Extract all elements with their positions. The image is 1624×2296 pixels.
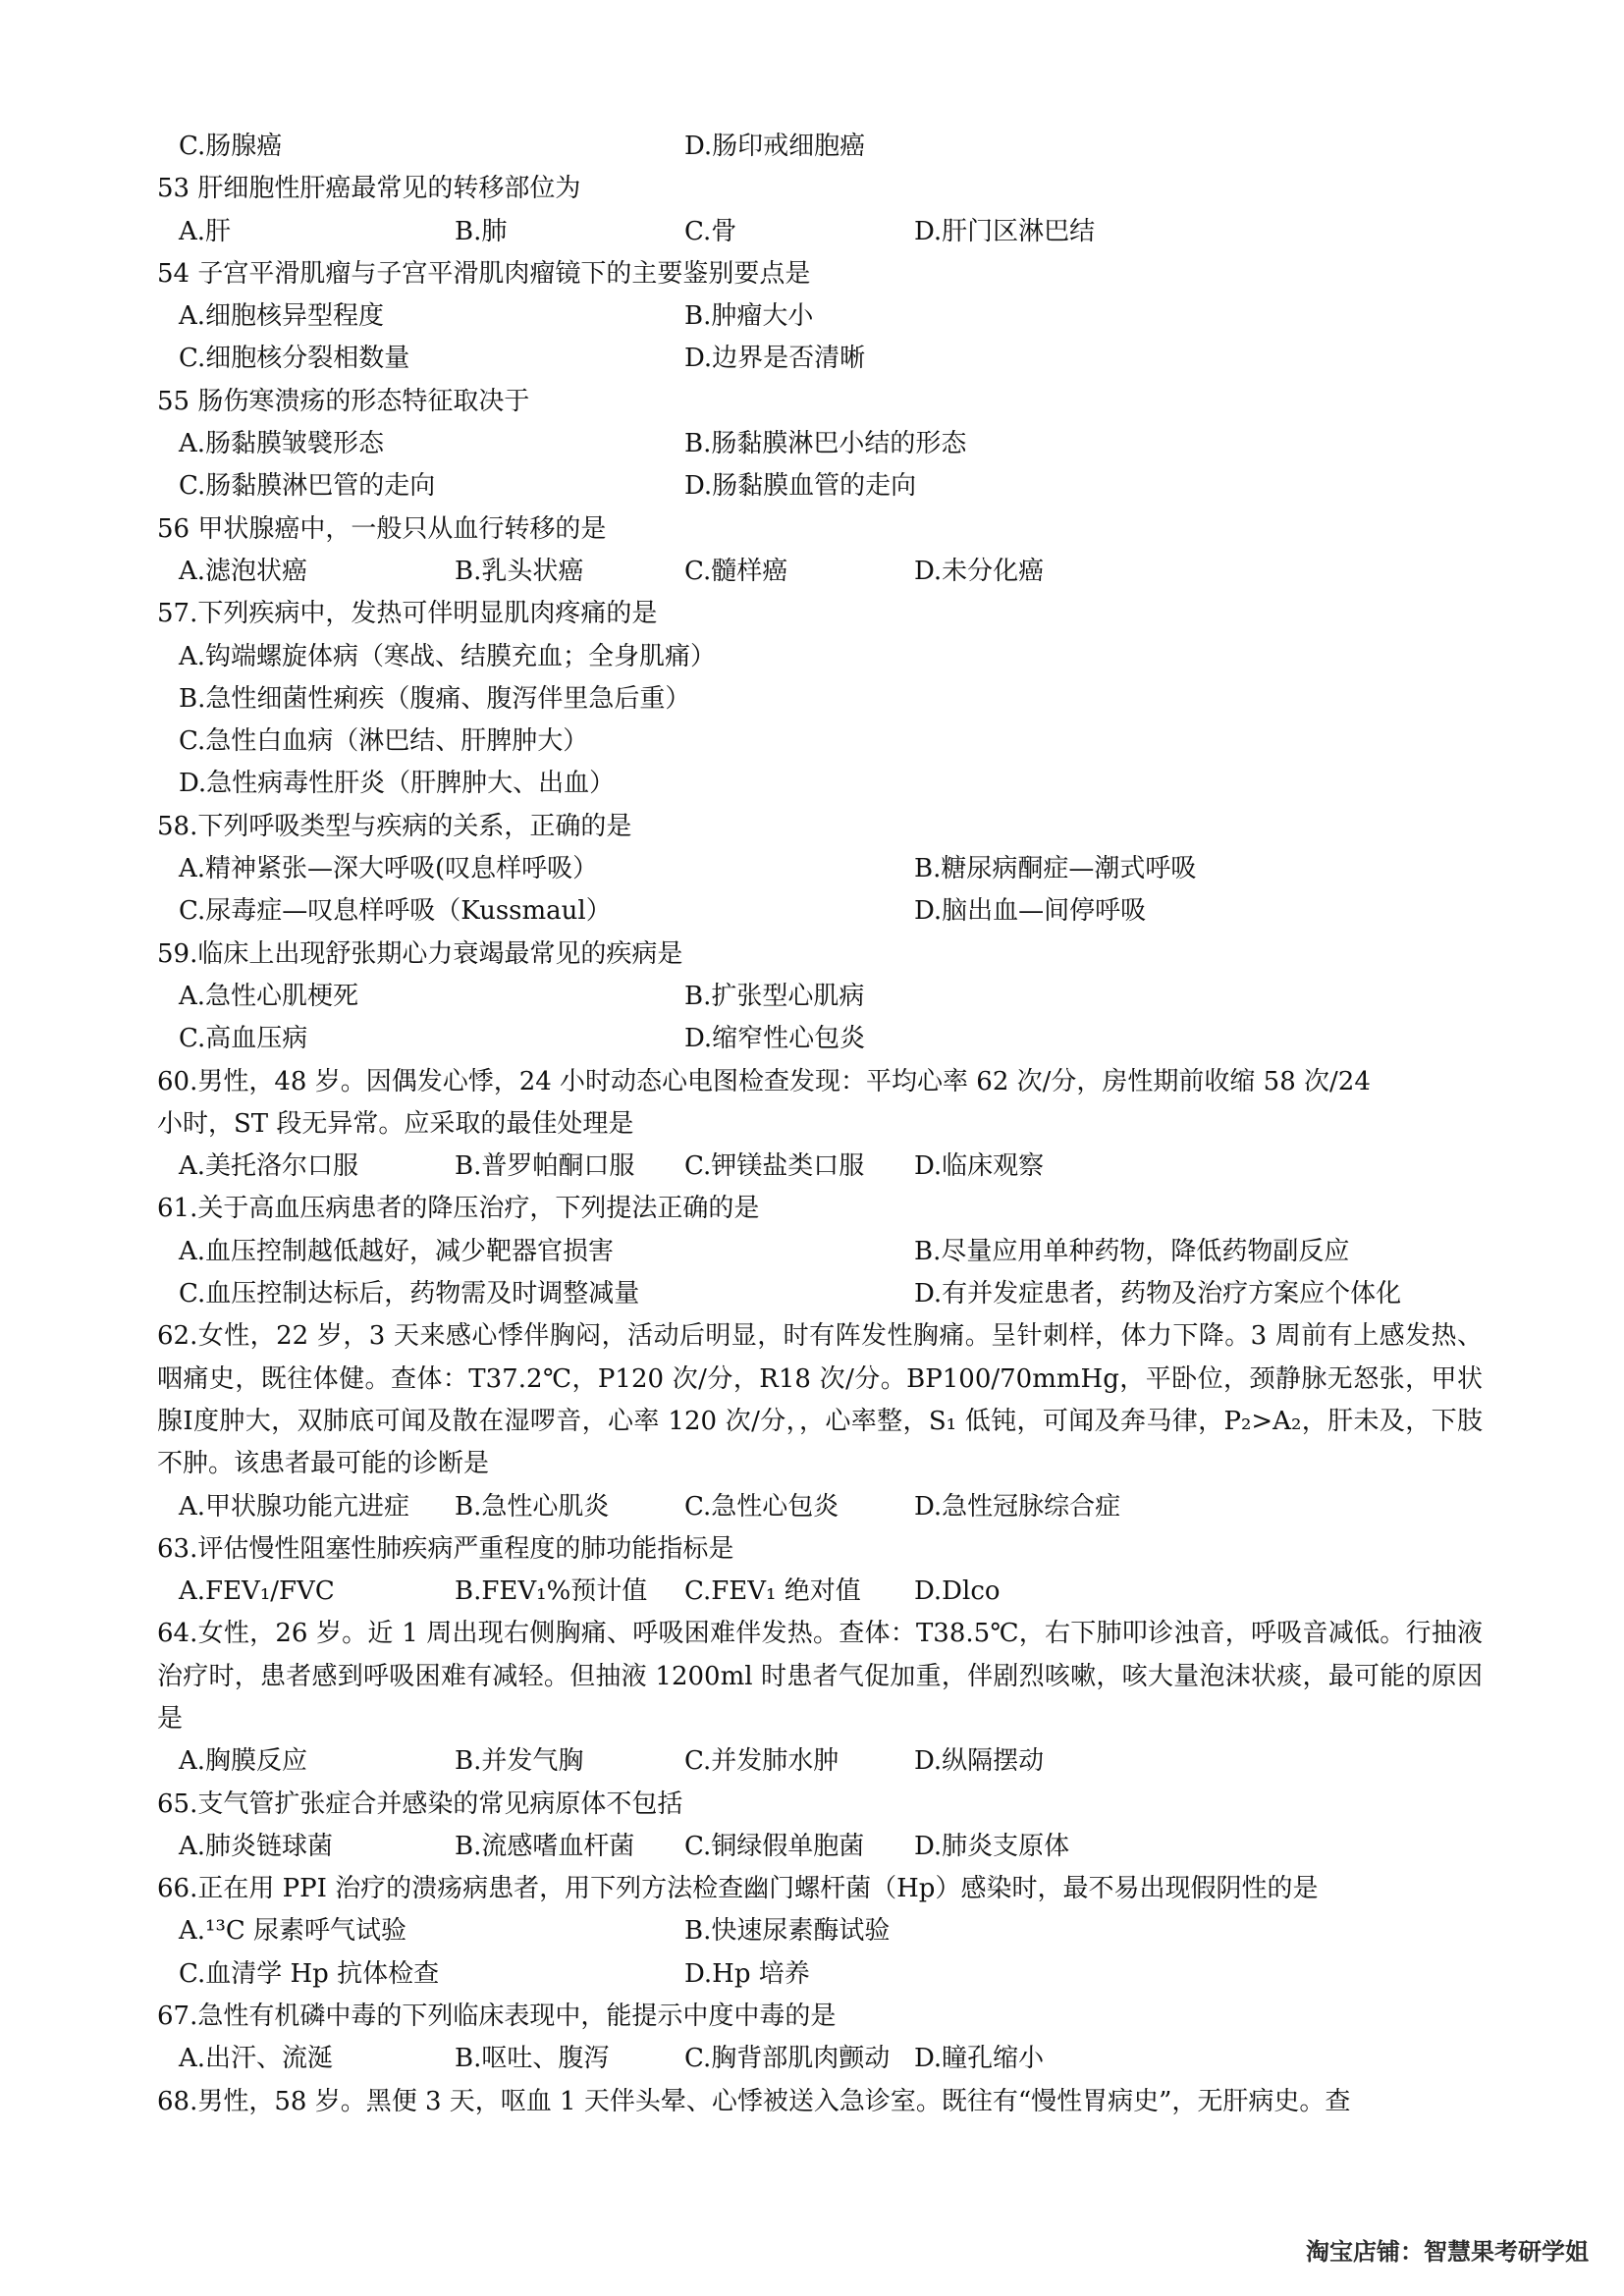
- answer-option: B.肿瘤大小: [684, 301, 814, 332]
- answer-option: C.血清学 Hp 抗体检查: [179, 1958, 440, 1989]
- option-row: [157, 1826, 1483, 1868]
- answer-option: A.滤泡状癌: [179, 556, 308, 586]
- option-row: [157, 1273, 1483, 1315]
- option-line: A.钩端螺旋体病（寒战、结膜充血；全身肌痛）: [179, 641, 717, 671]
- option-row: [157, 126, 1483, 168]
- answer-option: D.肠印戒细胞癌: [684, 132, 866, 161]
- answer-option: C.FEV₁ 绝对值: [684, 1576, 861, 1607]
- answer-option: C.细胞核分裂相数量: [179, 344, 410, 374]
- option-row: [157, 1910, 1483, 1952]
- answer-option: B.急性心肌炎: [455, 1491, 610, 1522]
- answer-option: D.纵隔摆动: [914, 1746, 1045, 1777]
- answer-option: B.流感嗜血杆菌: [455, 1831, 635, 1861]
- answer-option: C.肠腺癌: [179, 132, 283, 161]
- answer-option: B.肺: [455, 216, 508, 246]
- question-text: 59.临床上出现舒张期心力衰竭最常见的疾病是: [157, 938, 683, 969]
- question-text: 67.急性有机磷中毒的下列临床表现中，能提示中度中毒的是: [157, 2002, 837, 2032]
- question-text: 63.评估慢性阻塞性肺疾病严重程度的肺功能指标是: [157, 1533, 734, 1564]
- option-row: [157, 1146, 1483, 1188]
- answer-option: C.髓样癌: [684, 556, 788, 586]
- option-row: [157, 848, 1483, 890]
- answer-option: A.细胞核异型程度: [179, 301, 385, 332]
- answer-option: B.肠黏膜淋巴小结的形态: [684, 429, 967, 459]
- answer-option: D.边界是否清晰: [684, 344, 866, 374]
- answer-option: B.FEV₁%预计值: [455, 1576, 648, 1607]
- answer-option: D.脑出血—间停呼吸: [914, 896, 1147, 927]
- option-row: [157, 890, 1483, 933]
- answer-option: A.甲状腺功能亢进症: [179, 1491, 410, 1522]
- option-line: B.急性细菌性痢疾（腹痛、腹泻伴里急后重）: [179, 683, 691, 714]
- option-row: [157, 551, 1483, 593]
- answer-option: D.Hp 培养: [684, 1958, 810, 1989]
- option-row: [157, 1486, 1483, 1528]
- answer-option: A.¹³C 尿素呼气试验: [179, 1916, 407, 1947]
- answer-option: B.呕吐、腹泻: [455, 2044, 610, 2074]
- question-paragraph: 64.女性，26 岁。近 1 周出现右侧胸痛、呼吸困难伴发热。查体：T38.5℃，右下肺叩诊浊音，呼吸音减低。行抽液治疗时，患者感到呼吸困难有减轻。但抽液 1200ml 时患者气促加重，伴剧烈咳嗽，咳大量泡沫状痰，最可能的原因是: [157, 1619, 1483, 1734]
- answer-option: D.肝门区淋巴结: [914, 216, 1096, 246]
- answer-option: D.缩窄性心包炎: [684, 1024, 866, 1054]
- answer-option: A.出汗、流涎: [179, 2044, 334, 2074]
- option-row: [157, 211, 1483, 253]
- answer-option: C.钾镁盐类口服: [684, 1151, 865, 1182]
- answer-option: C.尿毒症—叹息样呼吸（Kussmaul）: [179, 896, 612, 927]
- answer-option: A.血压控制越低越好，减少靶器官损害: [179, 1236, 615, 1266]
- answer-option: B.糖尿病酮症—潮式呼吸: [914, 854, 1197, 884]
- question-text: 小时，ST 段无异常。应采取的最佳处理是: [157, 1108, 634, 1139]
- question-text: 57.下列疾病中，发热可伴明显肌肉疼痛的是: [157, 599, 658, 629]
- answer-option: D.急性冠脉综合症: [914, 1491, 1121, 1522]
- answer-option: B.乳头状癌: [455, 556, 584, 586]
- question-text: 54 子宫平滑肌瘤与子宫平滑肌肉瘤镜下的主要鉴别要点是: [157, 258, 811, 289]
- answer-option: A.急性心肌梗死: [179, 981, 359, 1011]
- answer-option: C.骨: [684, 216, 737, 246]
- option-row: [157, 1571, 1483, 1613]
- answer-option: A.胸膜反应: [179, 1746, 308, 1777]
- answer-option: D.肺炎支原体: [914, 1831, 1070, 1861]
- answer-option: D.瞳孔缩小: [914, 2044, 1045, 2074]
- answer-option: A.美托洛尔口服: [179, 1151, 359, 1182]
- answer-option: B.并发气胸: [455, 1746, 584, 1777]
- answer-option: B.扩张型心肌病: [684, 981, 865, 1011]
- question-text: 55 肠伤寒溃疡的形态特征取决于: [157, 386, 530, 416]
- option-row: [157, 423, 1483, 465]
- answer-option: C.急性心包炎: [684, 1491, 839, 1522]
- answer-option: C.血压控制达标后，药物需及时调整减量: [179, 1279, 640, 1309]
- answer-option: B.尽量应用单种药物，降低药物副反应: [914, 1236, 1350, 1266]
- exam-page: [157, 126, 1483, 2123]
- question-paragraph: 62.女性，22 岁，3 天来感心悸伴胸闷，活动后明显，时有阵发性胸痛。呈针刺样，体力下降。3 周前有上感发热、咽痛史，既往体健。查体：T37.2℃，P120 次/分，R18 次/分。BP100/70mmHg，平卧位，颈静脉无怒张，甲状腺Ⅰ度肿大，双肺底可闻及散在湿啰音，心率 120 次/分，，心率整，S₁ 低钝，可闻及奔马律，P₂>A₂，肝未及，下肢不肿。该患者最可能的诊断是: [157, 1321, 1483, 1479]
- question-text: 66.正在用 PPI 治疗的溃疡病患者，用下列方法检查幽门螺杆菌（Hp）感染时，最不易出现假阴性的是: [157, 1874, 1319, 1904]
- option-line: D.急性病毒性肝炎（肝脾肿大、出血）: [179, 769, 616, 799]
- answer-option: D.未分化癌: [914, 556, 1045, 586]
- answer-option: A.肠黏膜皱襞形态: [179, 429, 385, 459]
- shop-watermark: 淘宝店铺：智慧果考研学姐: [1306, 2238, 1589, 2266]
- answer-option: C.胸背部肌肉颤动: [684, 2044, 891, 2074]
- question-text: 68.男性，58 岁。黑便 3 天，呕血 1 天伴头晕、心悸被送入急诊室。既往有“慢性胃病史”，无肝病史。查: [157, 2086, 1351, 2116]
- answer-option: A.肝: [179, 216, 232, 246]
- answer-option: B.快速尿素酶试验: [684, 1916, 891, 1947]
- answer-option: A.肺炎链球菌: [179, 1831, 334, 1861]
- option-row: [157, 2038, 1483, 2080]
- answer-option: C.肠黏膜淋巴管的走向: [179, 471, 436, 502]
- option-row: [157, 465, 1483, 507]
- option-line: C.急性白血病（淋巴结、肝脾肿大）: [179, 726, 589, 757]
- option-row: [157, 1231, 1483, 1273]
- option-row: [157, 1953, 1483, 1996]
- option-row: [157, 1018, 1483, 1060]
- answer-option: A.FEV₁/FVC: [179, 1576, 335, 1607]
- answer-option: C.高血压病: [179, 1024, 308, 1054]
- answer-option: D.肠黏膜血管的走向: [684, 471, 917, 502]
- option-row: [157, 295, 1483, 338]
- option-row: [157, 338, 1483, 380]
- answer-option: B.普罗帕酮口服: [455, 1151, 635, 1182]
- question-text: 61.关于高血压病患者的降压治疗，下列提法正确的是: [157, 1194, 760, 1224]
- answer-option: A.精神紧张—深大呼吸(叹息样呼吸）: [179, 854, 599, 884]
- answer-option: D.临床观察: [914, 1151, 1045, 1182]
- question-text: 60.男性，48 岁。因偶发心悸，24 小时动态心电图检查发现：平均心率 62 次/分，房性期前收缩 58 次/24: [157, 1066, 1371, 1096]
- option-row: [157, 976, 1483, 1018]
- question-text: 56 甲状腺癌中，一般只从血行转移的是: [157, 513, 607, 544]
- option-row: [157, 1740, 1483, 1783]
- answer-option: D.有并发症患者，药物及治疗方案应个体化: [914, 1279, 1402, 1309]
- answer-option: C.铜绿假单胞菌: [684, 1831, 865, 1861]
- question-text: 53 肝细胞性肝癌最常见的转移部位为: [157, 174, 581, 204]
- answer-option: C.并发肺水肿: [684, 1746, 839, 1777]
- question-text: 58.下列呼吸类型与疾病的关系，正确的是: [157, 811, 632, 841]
- answer-option: D.Dlco: [914, 1576, 1001, 1607]
- question-text: 65.支气管扩张症合并感染的常见病原体不包括: [157, 1789, 683, 1819]
